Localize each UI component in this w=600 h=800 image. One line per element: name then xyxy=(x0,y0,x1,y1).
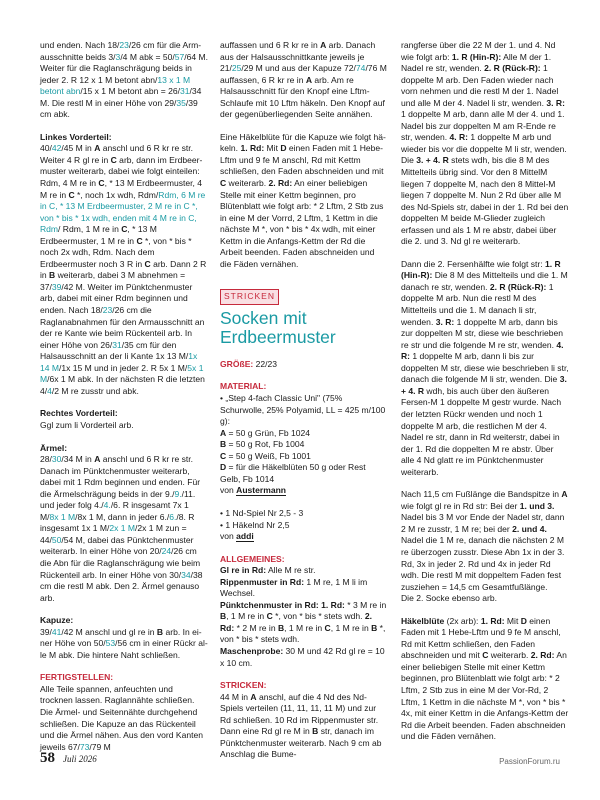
text-run: str, danach im Pünktchenmuster weiterarb. Nach 9 cm ab Anschlag die Bume- xyxy=(220,726,382,760)
bold-run: B xyxy=(220,439,227,450)
needle-item: • 1 Häkelnd Nr 2,5 xyxy=(220,519,290,530)
bold-run: C xyxy=(220,178,227,189)
bold-run: A xyxy=(250,691,257,702)
size-variant-run: 41 xyxy=(51,626,62,637)
text-run: Dann die 2. Fersenhälfte wie folgt str: xyxy=(401,258,545,269)
finishing-text-continued xyxy=(220,40,388,121)
text-run: = 50 g Grün, Fb 1024 xyxy=(226,427,311,438)
bold-run: 2. R (Rück-R): xyxy=(484,63,541,74)
bold-run: C xyxy=(136,235,143,246)
bold-run: B xyxy=(277,622,285,633)
text-run: /11. und jeder folg 4./ xyxy=(40,488,196,511)
bold-run: Gl re in Rd: xyxy=(220,565,267,576)
bold-run: 3. + 4. R xyxy=(401,374,567,396)
text-run: * 2 M re in xyxy=(234,622,278,633)
text-run: /6. R insgesamt 7x 1 M/ xyxy=(40,500,189,522)
text-run: 28/ xyxy=(40,454,52,465)
text-run: weiterarb. xyxy=(226,178,269,189)
text-run: /64 M. Weiter für die Raglanschrägung beids in jeder 2. R 12 x 1 M betont abn/ xyxy=(40,51,208,85)
text-run: , 1 M re in xyxy=(284,622,325,633)
bold-run: Maschenprobe: xyxy=(220,645,284,656)
bold-run: 2. R (Rück-R): xyxy=(489,281,547,292)
text-run: /79 M xyxy=(89,741,111,752)
bold-run: A xyxy=(220,427,227,438)
size-label: GRÖßE: xyxy=(220,358,254,369)
text-run: Mit xyxy=(504,615,521,626)
text-run: /2x 1 M zun = 44/ xyxy=(40,523,187,545)
text-run: arb. Dann 2 R in xyxy=(40,258,207,281)
size-variant-run: 35 xyxy=(176,97,186,108)
section-body xyxy=(220,565,386,667)
text-run: /38 cm die restl M abk. Den 2. Ärmel genauso arb. xyxy=(40,569,203,603)
text-run: (2x arb): xyxy=(444,615,481,626)
section-heading: Kapuze: xyxy=(40,615,74,626)
text-run: 1 doppelte M arb, dann alle M der 4. und 1. Nadel bis zur doppelten M am R-Ende re str, wenden. xyxy=(401,109,565,143)
material-section xyxy=(220,381,388,496)
section-body xyxy=(40,143,206,395)
text-run: An einer beliebigen Stelle mit einer Kettm beginnen, pro Blütenblatt wie folgt arb: * 2 Lftm, 2 Stb zus in eine M der Vorrd, 2 Lftm, 1 Kettm in die nächste M *, von * bis * 4x wdh, mit einer Kettm in die Anfangs-Kettm der Rd die Arbeit beenden. Faden abschneiden und die Fäden vernähen. xyxy=(220,178,384,269)
text-run: , * 13 M Erdbeermuster, 1 M re in xyxy=(40,224,157,246)
section-heading: Rechtes Vorderteil: xyxy=(40,408,118,419)
text-run: und enden. Nach 18/ xyxy=(40,40,120,50)
text-run: = 50 g Weiß, Fb 1001 xyxy=(226,450,311,461)
heel-first-half xyxy=(401,40,569,248)
text-run: wdh, bis auch über den äußeren Fersen-M 1 doppelte M gestr wurde. Nach der letzten Rückr wenden und noch 1 doppelte M arb, die restlichen M der 4. Nadel re str, dann in Rd weiterstr, dabei in der 1. Rd die doppelten M re abstr. Über alle 4 Nd glatt re im Pünktchenmuster weiterarb. xyxy=(401,385,562,477)
bold-run: C xyxy=(324,622,331,633)
text-run: , * 13 M Erdbeermuster, 4 M re in xyxy=(40,178,202,200)
bold-run: 4. R: xyxy=(401,339,564,362)
text-run: 1 doppelte M arb. Nun die restl M des Mittelteils und die 1. M danach li str, wenden. xyxy=(401,281,554,327)
source-watermark: PassionForum.ru xyxy=(499,757,560,766)
section-heading: STRICKEN: xyxy=(220,680,267,691)
text-run: , 1 M re in xyxy=(226,611,267,622)
size-variant-run: 74 xyxy=(355,63,366,74)
bold-run: Rippenmuster in Rd: xyxy=(220,576,305,587)
bold-run: C xyxy=(220,450,227,461)
text-run: * 3 M re in xyxy=(344,599,387,610)
bold-run: D xyxy=(220,462,227,473)
text-run: arb, dann im Erdbeermuster weiterarb, dabei wie folgt einteilen: Rdm, 4 M re in xyxy=(40,154,203,189)
bold-run: A xyxy=(94,454,101,465)
text-run: /6x 1 M abk. In der nächsten R die letzten 4/ xyxy=(40,374,205,396)
text-run: 1 M re, 1 M li im Wechsel. xyxy=(220,576,368,599)
text-run: /45 M in xyxy=(61,143,95,154)
size-variant-run: Rdm, 6 M re in C, * 13 M Erdbeermuster, 2 M re in C *, von * bis * 1x wdh, enden mit 4 M re in C, Rdm xyxy=(40,189,206,235)
text-run: 30 M und 42 Rd gl re = 10 x 10 cm. xyxy=(220,645,385,668)
text-run: /42 M. Weiter im Pünktchenmuster arb, dabei mit einer Rdm beginnen und enden. Nach 18/ xyxy=(40,281,193,316)
text-run: anschl und 6 R kr re str. Weiter 4 R gl re in xyxy=(40,143,194,165)
bold-run: D xyxy=(520,615,527,626)
size-value: 22/23 xyxy=(253,358,278,369)
text-run: Nadel bis 3 M vor Ende der Nadel str, dann 2 M re zusstr, 1 M re; bei der xyxy=(401,512,565,534)
text-run: /76 M auffassen, 6 R kr re in xyxy=(220,63,387,85)
hood-section xyxy=(40,615,208,661)
bold-run: 2. Rd: xyxy=(530,650,555,661)
size-variant-run: 5x 1 M xyxy=(40,362,204,385)
bold-run: C xyxy=(482,650,489,661)
bold-run: 4. R: xyxy=(449,132,468,143)
text-run: wie folgt gl re in Rd str: Bei der xyxy=(401,500,520,511)
supplier-name: addi xyxy=(236,531,254,542)
section-heading: FERTIGSTELLEN: xyxy=(40,672,114,683)
size-variant-run: 24 xyxy=(161,546,172,557)
text-run: /1x 15 M und in jeder 2. R 5x 1 M/ xyxy=(59,362,188,373)
size-variant-run: 31 xyxy=(112,339,122,350)
text-run: /8x 1 M, dann in jeder 6./ xyxy=(75,511,170,522)
heel-second-half xyxy=(401,259,569,478)
general-section xyxy=(220,554,388,669)
size-variant-run: 25 xyxy=(231,63,242,74)
bold-run: A xyxy=(320,40,327,50)
text-run: 44 M in xyxy=(220,691,251,702)
size-variant-run: 4 xyxy=(47,385,52,396)
text-run: /54 M, dabei das Pünktchenmuster weiterarb. In einer Höhe von 20/ xyxy=(40,534,194,557)
text-run: arb. In einer Höhe von 50/ xyxy=(40,626,202,649)
size-variant-run: 31 xyxy=(179,86,190,97)
section-body xyxy=(40,684,203,752)
text-run: anschl, auf die 4 Nd des Nd-Spiels verteilen (11, 11, 11, 11 M) und zur Rd schließen. 10 Rd im Rippenmuster str. Dann eine Rd gl re M in xyxy=(220,691,379,737)
text-run: = für die Häkelblüten 50 g oder Rest Gelb, Fb 1014 xyxy=(220,462,366,484)
text-run: = 50 g Rot, Fb 1004 xyxy=(226,439,305,450)
size-variant-run: 57 xyxy=(174,51,185,62)
text-run: /35 cm für den Halsausschnitt an der li Kante 1x 13 M/ xyxy=(40,339,189,362)
text-run: Alle M der 1. Nadel re str, wenden. xyxy=(401,51,552,74)
size-variant-run: 4. xyxy=(103,500,111,511)
text-run: arb. Am re Halsausschnitt für den Knopf eine Lftm-Schlaufe mit 10 Lftm häkeln. Den Knopf auf der gegenüberliegenden Seite annähen. xyxy=(220,74,385,120)
crochet-flower-text xyxy=(220,132,388,271)
text-run: einen Faden mit 1 Hebe-Lftm und 9 fe M anschl, Rd mit Kettm schließen, den Faden abschneiden und mit xyxy=(220,143,384,177)
bold-run: 1. Rd: xyxy=(240,143,265,154)
bold-run: C xyxy=(121,224,128,235)
size-variant-run: 50 xyxy=(51,534,62,545)
text-run: Eine Häkelblüte für die Kapuze wie folgt häkeln. xyxy=(220,131,386,154)
size-variant-run: 30 xyxy=(51,454,62,465)
section-heading: Ärmel: xyxy=(40,442,68,453)
section-heading: ALLGEMEINES: xyxy=(220,553,285,564)
text-run: /56 cm in einer Rückr alle M abk. Die hintere Naht schließen. xyxy=(40,638,208,660)
section-heading: Linkes Vorderteil: xyxy=(40,131,112,142)
size-variant-run: 8x 1 M xyxy=(49,511,76,522)
size-line xyxy=(220,359,388,371)
size-variant-run: 23 xyxy=(119,40,129,50)
bold-run: B xyxy=(312,726,319,737)
section-body: Ggl zum li Vorderteil arb. xyxy=(40,419,134,430)
bold-run: 1. Rd: xyxy=(480,615,505,626)
bold-run: 3. R: xyxy=(546,97,565,108)
back-text-continued xyxy=(40,40,208,121)
text-run: /29 M und aus der Kapuze 72/ xyxy=(241,63,356,74)
bold-run: 1. R (Hin-R): xyxy=(451,51,502,62)
section-body xyxy=(40,627,208,660)
text-run: Alle Teile spannen, anfeuchten und trocknen lassen. Raglannähte schließen. Die Ärmel- und Seitennähte durchgehend schließen. Die Kapuze an das Rückenteil und die Ärmel nähen. Aus den vord Kanten jeweils 67/ xyxy=(40,683,203,752)
text-run: weiterarb. xyxy=(488,650,531,661)
text-run: 39/ xyxy=(40,626,52,637)
text-run: /2 M re zusstr und abk. xyxy=(51,385,139,396)
bold-run: B xyxy=(220,611,227,622)
supplier-name: Austermann xyxy=(236,485,287,496)
text-run: weiterarb, dabei 3 M abnehmen = 37/ xyxy=(40,270,186,292)
material-color-c xyxy=(220,451,311,461)
text-run: /8. R insgesamt 1x 1 M/ xyxy=(40,511,195,534)
bold-run: 1. und 3. xyxy=(519,500,555,511)
text-run: 40/ xyxy=(40,143,52,154)
text-column-1 xyxy=(40,40,208,764)
bold-run: A xyxy=(305,74,313,85)
bold-run: 2. und 4. xyxy=(512,523,547,534)
section-heading: MATERIAL: xyxy=(220,381,267,392)
needles-section xyxy=(220,508,388,543)
bold-run: 2. Rd: xyxy=(268,178,293,189)
bold-run: A xyxy=(561,489,568,500)
text-run: /15 x 1 M betont abn = 26/ xyxy=(80,86,180,97)
page-footer xyxy=(40,750,97,767)
text-column-3 xyxy=(401,40,569,754)
size-variant-run: 53 xyxy=(105,638,116,649)
material-color-a xyxy=(220,428,310,438)
text-run: 1 doppelte M arb. Den Faden wieder nach vorn nehmen und die restl M der 1. Nadel und alle M der 4. Nadel li str, wenden. xyxy=(401,63,559,108)
text-run: Die 8 M des Mittelteils und die 1. M danach re str, wenden. xyxy=(401,270,568,292)
bold-run: C xyxy=(68,189,75,200)
bold-run: 2. Rd: xyxy=(220,611,373,633)
bold-run: B xyxy=(49,270,56,281)
bold-run: 1. R (Hin-R): xyxy=(401,258,561,281)
size-variant-run: 13 x 1 M betont abn xyxy=(40,74,191,97)
text-run: /39 cm abk. xyxy=(40,97,198,120)
bold-run: B xyxy=(156,626,164,637)
size-variant-run: 34 xyxy=(181,569,191,580)
stricken-tag: STRICKEN xyxy=(220,289,279,305)
bold-run: A xyxy=(94,143,101,154)
size-variant-run: 73 xyxy=(79,741,90,752)
bold-run: D xyxy=(280,143,287,154)
text-run: Mit xyxy=(264,143,281,154)
text-run: /26 cm die Abn für die Raglanschrägung wie beim Rückenteil arb. In einer Höhe von 30/ xyxy=(40,546,201,580)
text-run: Nach 11,5 cm Fußlänge die Bandspitze in xyxy=(401,489,562,500)
text-column-2 xyxy=(220,40,388,772)
size-variant-run: 6. xyxy=(169,511,177,522)
sleeve-section xyxy=(40,443,208,605)
bold-run: Pünktchenmuster in Rd: 1. Rd: xyxy=(220,599,345,610)
text-run: / Rdm, 1 M re in xyxy=(58,224,122,235)
text-run: stets wdh, bis die 8 M des Mittelteils übrig sind. Vor den 8 MittelM liegen 7 doppelte M, nach den 8 Mittel-M liegen 7 doppelte M. Nun 2 Rd über alle M des Nd-Spiels str, dabei in der 1. Rd bei den doppelten M beide M-Glieder zugleich erfassen und als 1 M re abstr, dabei über die 2. und 3. Nd gl re weiterarb. xyxy=(401,155,569,247)
text-run: Nadel die 1 M re, danach die nächsten 2 M re überzogen zusstr. Diese Abn 1x in der 3. Rd, 3x in jeder 2. Rd und 4x in jeder Rd wdh. Die restl M mit doppeltem Faden fest zusziehen = 14,5 cm Gesamtfußlänge. Die 2. Socke ebenso arb. xyxy=(401,535,565,604)
section-body xyxy=(220,692,382,760)
text-run: *, von * bis * stets wdh. xyxy=(272,611,365,622)
bold-run: C xyxy=(266,611,273,622)
material-color-b xyxy=(220,439,304,449)
text-run: /4 M abk = 50/ xyxy=(120,51,175,62)
text-run: /34 M. Die restl M in einer Höhe von 29/ xyxy=(40,86,202,108)
page-number: 58 xyxy=(40,750,55,766)
text-run: /26 cm die Raglanabnahmen für den Armausschnitt an der re Kante wie beim Rückenteil arb. In einer Höhe von 26/ xyxy=(40,305,205,350)
size-variant-run: 9. xyxy=(174,488,182,499)
text-run: anschl und 6 R kr re str. Danach im Pünktchenmuster weiterarb, dabei mit 1 Rdm beginnen und enden. Für die Ärmelschrägung beids in der 9./ xyxy=(40,454,201,499)
text-run: rangferse über die 22 M der 1. und 4. Nd wie folgt arb: xyxy=(401,40,556,62)
bold-run: 3. R: xyxy=(435,316,455,327)
bold-run: Häkelblüte xyxy=(401,615,445,626)
supplier-prefix: von xyxy=(220,485,237,496)
text-run: Alle M re str. xyxy=(267,565,316,576)
section-body xyxy=(40,454,203,603)
size-variant-run: 2x 1 M xyxy=(109,523,136,534)
text-run: /42 M anschl und gl re in xyxy=(61,626,157,637)
supplier-prefix: von xyxy=(220,531,237,542)
left-front-section xyxy=(40,132,208,398)
issue-date: Juli 2026 xyxy=(63,754,97,764)
size-variant-run: 1x 14 M xyxy=(40,351,198,373)
text-run: *, noch 1x wdh, Rdm/ xyxy=(74,189,159,200)
bold-run: C xyxy=(98,178,105,189)
knitting-section xyxy=(220,680,388,761)
size-variant-run: 39 xyxy=(51,281,62,292)
crochet-flower-section xyxy=(401,616,569,743)
text-run: 1 doppelte M arb, dann bis zur doppelten M str, diese wie beschrieben re str und die folgende M re str, wenden. xyxy=(401,316,564,350)
right-front-section xyxy=(40,408,208,431)
text-run: einen Faden mit 1 Hebe-Lftm und 9 fe M anschl, Rd mit Kettm schließen, den Faden abschneiden und mit xyxy=(401,615,561,661)
toe-section xyxy=(401,489,569,604)
bold-run: 3. + 4. R xyxy=(416,155,449,166)
material-yarn: • „Step 4-fach Classic Uni" (75% Schurwolle, 25% Polyamid, LL = 425 m/100 g): xyxy=(220,393,386,427)
text-run: auffassen und 6 R kr re in xyxy=(220,40,321,50)
text-run: An einer beliebigen Stelle mit einer Kettm beginnen, pro Blütenblatt wie folgt arb: * 2 Lftm, 2 Stb zus in eine M der Vor-Rd, 2 Lftm, 1 Kettm in die nächste M *, von * bis * 4x, mit einer Kettm in die Anfangs-Kettm der Rd die Arbeit beenden. Faden abschneiden und die Fäden vernähen. xyxy=(401,650,569,742)
text-run: arb. Danach aus der Halsausschnittkante jeweils je 21/ xyxy=(220,40,376,74)
finishing-section xyxy=(40,672,208,753)
bold-run: B xyxy=(371,622,378,633)
material-color-d xyxy=(220,462,366,484)
text-run: 1 doppelte M arb und wieder bis vor die doppelte M li str, wenden. Die xyxy=(401,132,567,166)
bold-run: C xyxy=(144,258,151,269)
size-variant-run: 42 xyxy=(51,143,62,154)
text-run: /34 M in xyxy=(61,454,95,465)
size-variant-run: 23 xyxy=(102,305,113,316)
pattern-title: Socken mit Erdbeermuster xyxy=(220,307,336,347)
bold-run: C xyxy=(110,154,117,165)
text-run: *, von * bis * stets wdh. xyxy=(220,622,386,645)
text-run: /26 cm für die Armausschnitte beids 3/ xyxy=(40,40,202,62)
needle-item: • 1 Nd-Spiel Nr 2,5 - 3 xyxy=(220,507,304,518)
size-variant-run: 3 xyxy=(115,51,121,62)
text-run: , 1 M re in xyxy=(330,622,372,633)
text-run: 1 doppelte M arb, dann li bis zur doppelten M str, diese wie beschrieben li str, danach die folgende M li str, wenden. Die xyxy=(401,351,569,385)
text-run: *, von * bis * noch 2x wdh, Rdm. Nach dem Erdbeermuster noch 3 R in xyxy=(40,235,192,269)
